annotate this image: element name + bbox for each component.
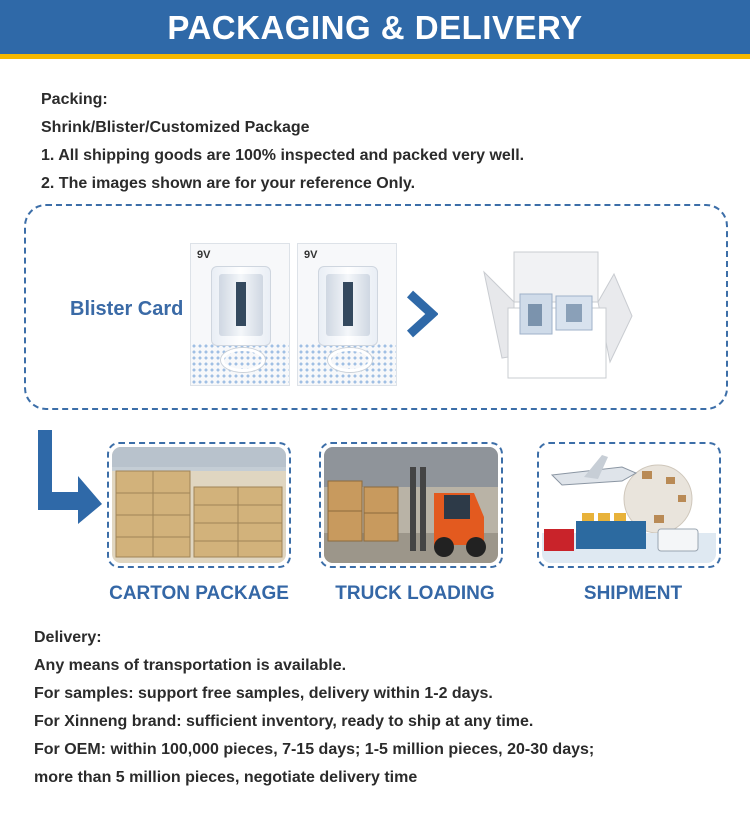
- caption-carton-package: CARTON PACKAGE: [109, 583, 289, 604]
- packing-note-2: 2. The images shown are for your reference Only.: [41, 175, 416, 192]
- blister-card-label: Blister Card: [70, 298, 184, 320]
- card-voltage-label: 9V: [304, 249, 318, 261]
- blister-card-1: [190, 243, 290, 386]
- forklift-icon: [324, 447, 498, 563]
- usb-cable-icon: [221, 348, 265, 372]
- open-box-icon: [480, 246, 636, 382]
- truck-loading-photo: [319, 442, 503, 568]
- card-voltage-label: 9V: [197, 249, 211, 261]
- globe-transport-icon: [542, 447, 716, 563]
- battery-icon: [326, 274, 370, 336]
- delivery-oem: For OEM: within 100,000 pieces, 7-15 days; 1-5 million pieces, 20-30 days;: [34, 741, 595, 758]
- caption-truck-loading: TRUCK LOADING: [335, 583, 495, 604]
- battery-icon: [219, 274, 263, 336]
- flow-arrow-icon: [34, 426, 106, 526]
- packing-text: [41, 86, 524, 198]
- shipment-photo: [537, 442, 721, 568]
- delivery-transport: Any means of transportation is available.: [34, 657, 347, 674]
- caption-shipment: SHIPMENT: [583, 583, 683, 604]
- carton-pallet-icon: [112, 447, 286, 563]
- delivery-text: [34, 624, 594, 792]
- carton-package-photo: [107, 442, 291, 568]
- delivery-heading: Delivery:: [34, 629, 102, 646]
- page-title: PACKAGING & DELIVERY: [167, 9, 583, 46]
- blister-card-2: [297, 243, 397, 386]
- usb-cable-icon: [328, 348, 372, 372]
- packing-note-1: 1. All shipping goods are 100% inspected and packed very well.: [41, 147, 525, 164]
- delivery-samples: For samples: support free samples, delivery within 1-2 days.: [34, 685, 493, 702]
- delivery-brand: For Xinneng brand: sufficient inventory, ready to ship at any time.: [34, 713, 534, 730]
- chevron-right-icon: [404, 290, 438, 338]
- packing-heading: Packing:: [41, 91, 108, 108]
- delivery-large-orders: more than 5 million pieces, negotiate delivery time: [34, 769, 418, 786]
- packing-type: Shrink/Blister/Customized Package: [41, 119, 310, 136]
- header-accent-stripe: [0, 54, 750, 59]
